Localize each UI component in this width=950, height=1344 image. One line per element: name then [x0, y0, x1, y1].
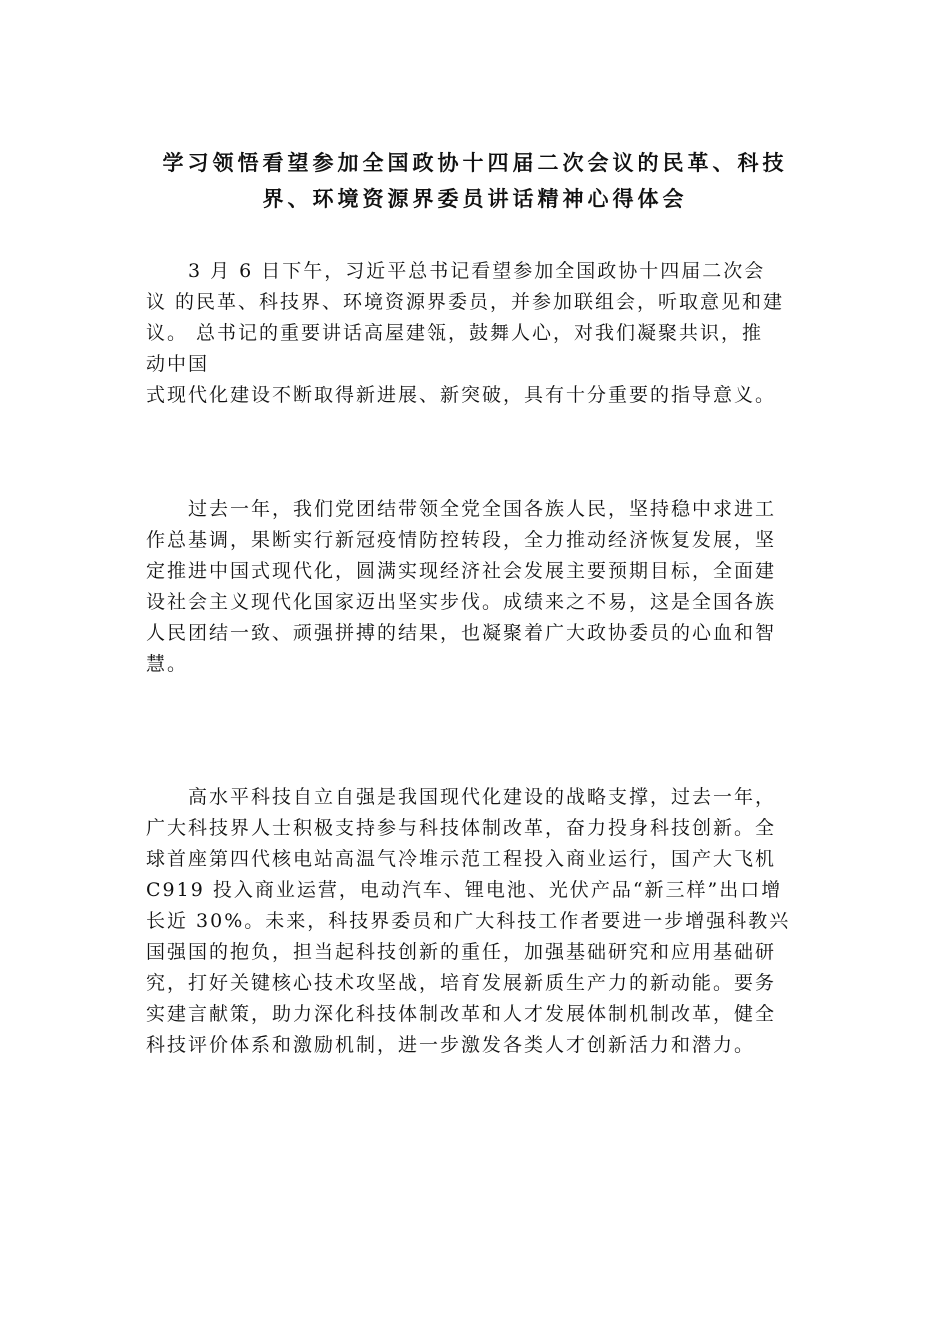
paragraph-line: 广大科技界人士积极支持参与科技体制改革，奋力投身科技创新。全: [146, 817, 777, 839]
document-title-line-2: 界、环境资源界委员讲话精神心得体会: [262, 187, 688, 211]
paragraph-line: 实建言献策，助力深化科技体制改革和人才发展体制机制改革，健全: [146, 1003, 777, 1025]
paragraph-3: [146, 782, 810, 1061]
paragraph-line: 国强国的抱负，担当起科技创新的重任，加强基础研究和应用基础研: [146, 941, 777, 963]
paragraph-line: 球首座第四代核电站高温气冷堆示范工程投入商业运行，国产大飞机: [146, 848, 777, 870]
paragraph-line: 设社会主义现代化国家迈出坚实步伐。成绩来之不易，这是全国各族: [146, 591, 777, 613]
paragraph-line: 议 的民革、科技界、环境资源界委员，并参加联组会，听取意见和建: [146, 291, 785, 313]
paragraph-line: 动中国: [146, 353, 210, 375]
paragraph-line: 过去一年，我们党团结带领全党全国各族人民，坚持稳中求进工: [146, 498, 777, 520]
paragraph-line: 作总基调，果断实行新冠疫情防控转段，全力推动经济恢复发展，坚: [146, 529, 777, 551]
paragraph-line: 议。 总书记的重要讲话高屋建瓴，鼓舞人心，对我们凝聚共识，推: [146, 322, 764, 344]
paragraph-line: 长近 30%。未来，科技界委员和广大科技工作者要进一步增强科教兴: [146, 910, 791, 932]
paragraph-line: 3 月 6 日下午，习近平总书记看望参加全国政协十四届二次会: [146, 260, 766, 282]
paragraph-line: 慧。: [146, 653, 189, 675]
paragraph-line: 科技评价体系和激励机制，进一步激发各类人才创新活力和潜力。: [146, 1034, 756, 1056]
paragraph-line: 式现代化建设不断取得新进展、新突破，具有十分重要的指导意义。: [146, 384, 777, 406]
paragraph-line: 究，打好关键核心技术攻坚战，培育发展新质生产力的新动能。要务: [146, 972, 777, 994]
paragraph-line: 高水平科技自立自强是我国现代化建设的战略支撑，过去一年，: [146, 786, 777, 808]
paragraph-line: 人民团结一致、顽强拼搏的结果，也凝聚着广大政协委员的心血和智: [146, 622, 777, 644]
paragraph-line: C919 投入商业运营，电动汽车、锂电池、光伏产品“新三样”出口增: [146, 879, 783, 901]
paragraph-1: [146, 256, 810, 411]
paragraph-2: [146, 494, 810, 680]
paragraph-line: 定推进中国式现代化，圆满实现经济社会发展主要预期目标，全面建: [146, 560, 777, 582]
document-title-line-1: 学习领悟看望参加全国政协十四届二次会议的民革、科技: [162, 151, 788, 175]
